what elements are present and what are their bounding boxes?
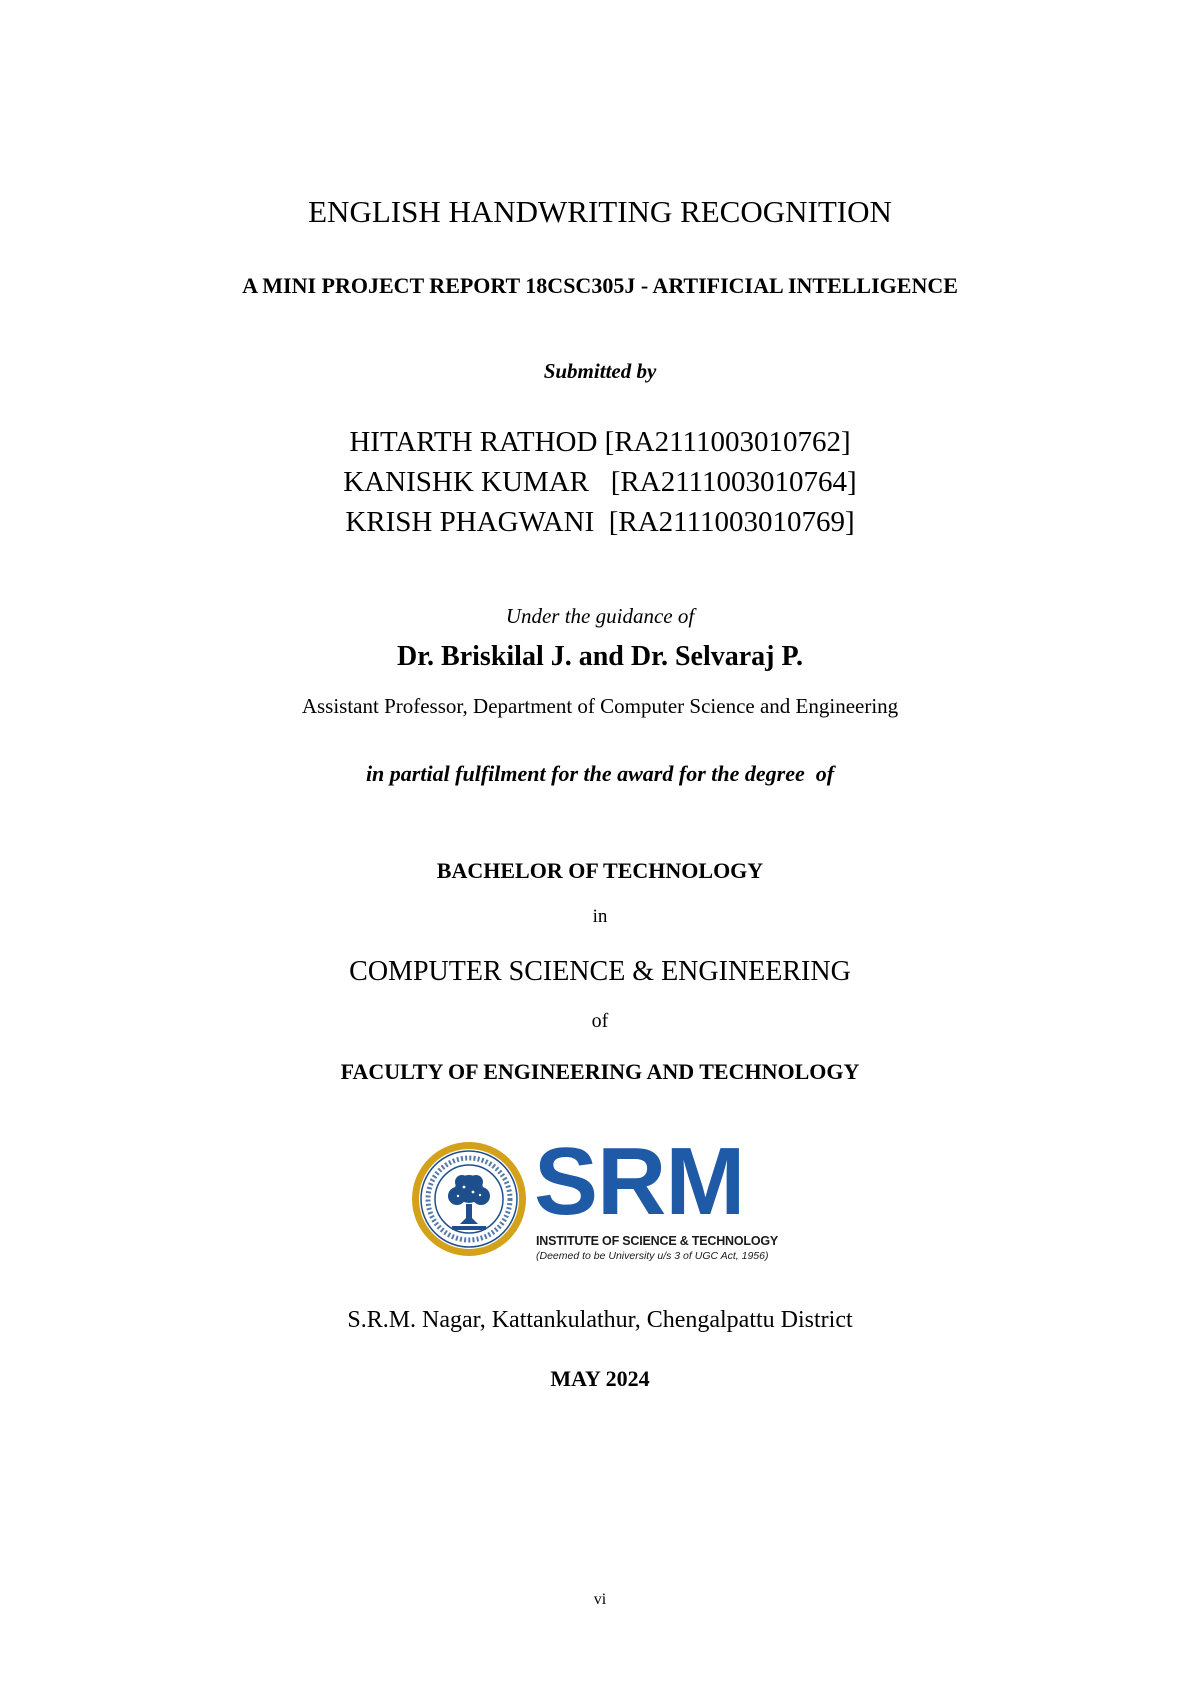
- degree-name: BACHELOR OF TECHNOLOGY: [436, 858, 764, 883]
- in-connector: in: [592, 906, 608, 927]
- srm-logo: [410, 1128, 800, 1265]
- student-name-2: KANISHK KUMAR [RA2111003010764]: [343, 466, 857, 498]
- submitted-by-label: Submitted by: [543, 359, 657, 383]
- submission-date: MAY 2024: [550, 1366, 650, 1391]
- student-name-1: HITARTH RATHOD [RA2111003010762]: [349, 426, 851, 458]
- institute-location: S.R.M. Nagar, Kattankulathur, Chengalpattu District: [347, 1307, 853, 1333]
- guide-designation: Assistant Professor, Department of Computer Science and Engineering: [301, 694, 899, 718]
- institute-name: INSTITUTE OF SCIENCE & TECHNOLOGY: [536, 1234, 779, 1248]
- report-title: ENGLISH HANDWRITING RECOGNITION: [308, 194, 892, 229]
- srm-wordmark: SRM: [534, 1128, 745, 1235]
- page-number: vi: [593, 1591, 607, 1608]
- student-name-3: KRISH PHAGWANI [RA2111003010769]: [345, 506, 855, 538]
- of-connector: of: [591, 1010, 609, 1032]
- guide-names: Dr. Briskilal J. and Dr. Selvaraj P.: [396, 641, 804, 672]
- guidance-label: Under the guidance of: [505, 604, 695, 628]
- report-subtitle: A MINI PROJECT REPORT 18CSC305J - ARTIFICIAL INTELLIGENCE: [242, 273, 958, 298]
- branch-name: COMPUTER SCIENCE & ENGINEERING: [349, 956, 851, 987]
- institute-note: (Deemed to be University u/s 3 of UGC Act, 1956): [536, 1250, 769, 1262]
- faculty-name: FACULTY OF ENGINEERING AND TECHNOLOGY: [340, 1059, 860, 1084]
- fulfilment-statement: in partial fulfilment for the award for the degree of: [365, 761, 835, 786]
- university-seal-icon: [410, 1140, 528, 1258]
